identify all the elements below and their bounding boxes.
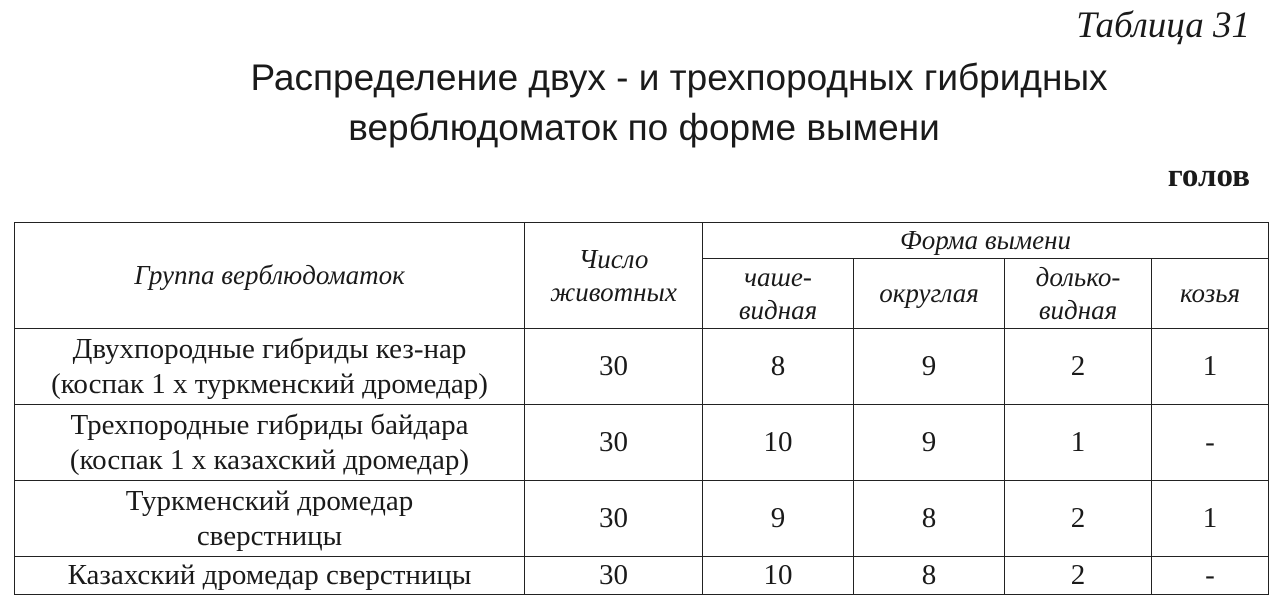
cell-udder-value: 2 [1005, 557, 1152, 595]
header-udder-type [1152, 259, 1269, 329]
cell-group-text: Трехпородные гибриды байдара [70, 408, 469, 441]
table-number: Таблица 31 [1076, 5, 1250, 46]
header-group: Группа верблюдоматок [15, 223, 525, 329]
cell-group-text: (коспак 1 х казахский дромедар) [69, 443, 470, 476]
table-row [15, 329, 1269, 405]
cell-group-text: сверстницы [196, 519, 343, 552]
cell-group-text: (коспак 1 х туркменский дромедар) [51, 367, 488, 400]
cell-udder-value: 9 [854, 405, 1005, 481]
cell-udder-value: 2 [1005, 481, 1152, 557]
header-count-line-2: животных [550, 276, 677, 307]
table-title-line-2: верблюдоматок по форме вымени [348, 107, 940, 148]
table-title-line-1: Распределение двух - и трехпородных гибридных [250, 57, 1108, 98]
header-udder-type [1005, 259, 1152, 329]
header-udder-type-text: видная [738, 294, 818, 325]
cell-count: 30 [525, 557, 703, 595]
cell-udder-value: 9 [854, 329, 1005, 405]
cell-udder-value: 8 [854, 481, 1005, 557]
cell-count: 30 [525, 405, 703, 481]
header-udder-type-text: чаше- [744, 261, 812, 292]
cell-udder-value: 8 [703, 329, 854, 405]
cell-group [15, 405, 525, 481]
header-udder-type [703, 259, 854, 329]
header-count [525, 223, 703, 329]
cell-udder-value: 1 [1152, 329, 1269, 405]
units-label: голов [1167, 158, 1250, 194]
header-udder-type-text: козья [1179, 278, 1241, 308]
header-count-line-1: Число [578, 243, 649, 274]
cell-group [15, 329, 525, 405]
table-row [15, 481, 1269, 557]
cell-udder-value: 1 [1152, 481, 1269, 557]
cell-udder-value: - [1152, 405, 1269, 481]
table-row [15, 557, 1269, 595]
cell-group-text: Казахский дромедар сверстницы [67, 559, 472, 591]
cell-udder-value: 2 [1005, 329, 1152, 405]
header-udder-shape: Форма вымени [703, 223, 1269, 259]
header-udder-type [854, 259, 1005, 329]
cell-udder-value: 10 [703, 557, 854, 595]
cell-group-text: Двухпородные гибриды кез-нар [72, 332, 467, 365]
cell-udder-value: 9 [703, 481, 854, 557]
cell-group [15, 557, 525, 595]
cell-count: 30 [525, 329, 703, 405]
header-udder-type-text: долько- [1035, 261, 1121, 292]
udder-shape-table [14, 222, 1269, 595]
cell-udder-value: 10 [703, 405, 854, 481]
cell-udder-value: - [1152, 557, 1269, 595]
header-udder-type-text: округлая [879, 278, 979, 308]
cell-group [15, 481, 525, 557]
cell-count: 30 [525, 481, 703, 557]
cell-group-text: Туркменский дромедар [125, 484, 414, 517]
cell-udder-value: 8 [854, 557, 1005, 595]
table-row [15, 405, 1269, 481]
header-udder-type-text: видная [1038, 294, 1118, 325]
cell-udder-value: 1 [1005, 405, 1152, 481]
